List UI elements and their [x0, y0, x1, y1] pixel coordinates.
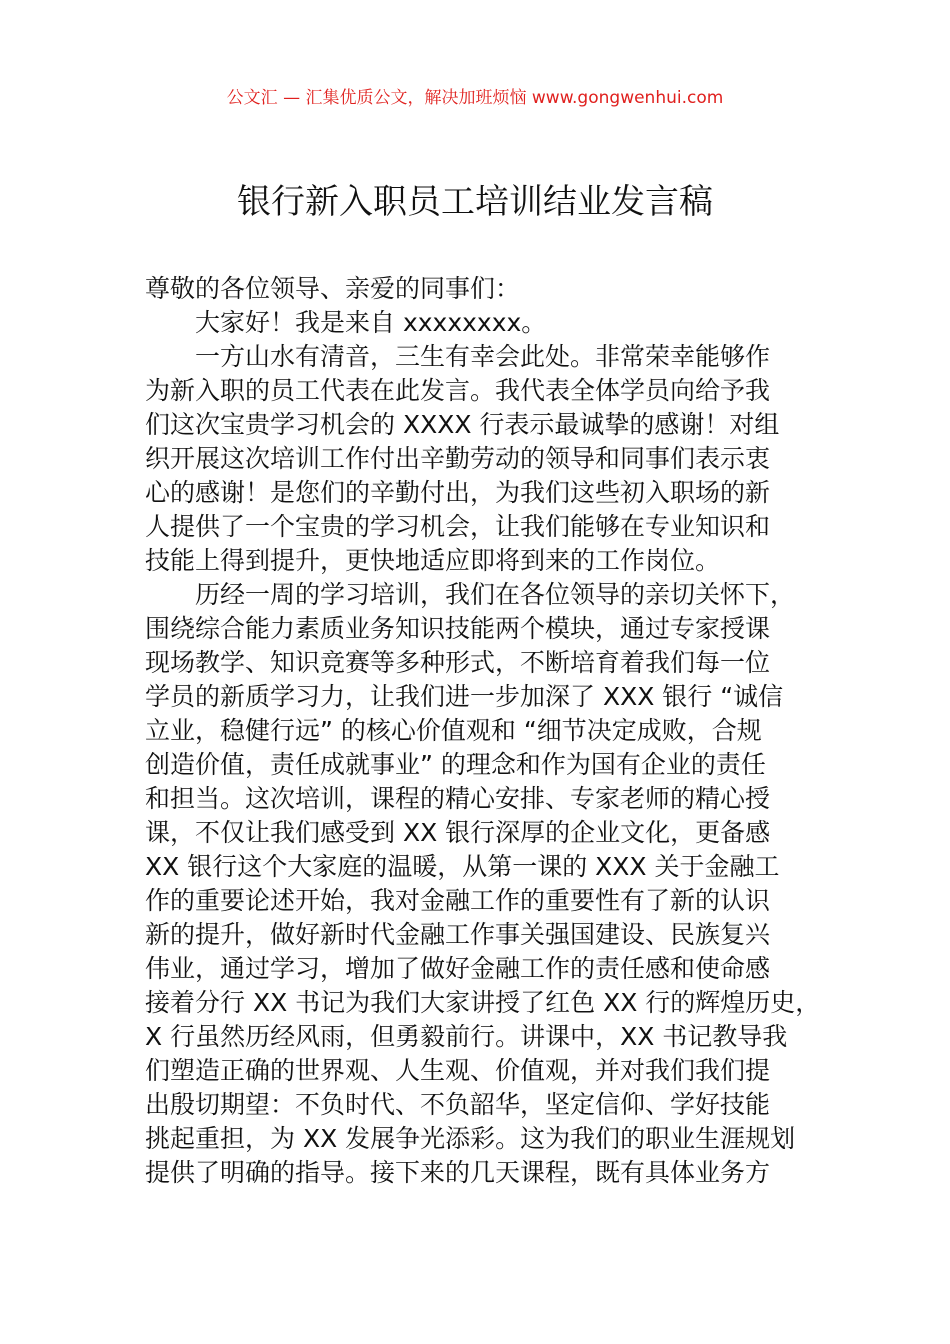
body-line: 伟业，通过学习，增加了做好金融工作的责任感和使命感	[145, 954, 771, 983]
body-line: 大家好！我是来自 xxxxxxxx。	[195, 308, 547, 337]
body-line: 们塑造正确的世界观、人生观、价值观，并对我们我们提	[145, 1056, 771, 1085]
body-line: 围绕综合能力素质业务知识技能两个模块，通过专家授课	[145, 614, 771, 643]
body-line: 心的感谢！是您们的辛勤付出，为我们这些初入职场的新	[145, 478, 771, 507]
body-line: 课，不仅让我们感受到 XX 银行深厚的企业文化，更备感	[145, 818, 771, 847]
body-line: X 行虽然历经风雨，但勇毅前行。讲课中，XX 书记教导我	[145, 1022, 788, 1051]
header-banner[interactable]: 公文汇 — 汇集优质公文，解决加班烦恼 www.gongwenhui.com	[226, 88, 724, 108]
body-line: 人提供了一个宝贵的学习机会，让我们能够在专业知识和	[145, 512, 771, 541]
body-line: 提供了明确的指导。接下来的几天课程，既有具体业务方	[145, 1158, 771, 1187]
body-line: 为新入职的员工代表在此发言。我代表全体学员向给予我	[145, 376, 771, 405]
document-body	[145, 272, 835, 1190]
salutation-line: 尊敬的各位领导、亲爱的同事们：	[145, 274, 521, 303]
document-title: 银行新入职员工培训结业发言稿	[237, 182, 713, 222]
body-line: 历经一周的学习培训，我们在各位领导的亲切关怀下，	[195, 580, 796, 609]
body-line: 和担当。这次培训，课程的精心安排、专家老师的精心授	[145, 784, 771, 813]
body-line: 出殷切期望：不负时代、不负韶华，坚定信仰、学好技能	[145, 1090, 771, 1119]
body-line: 创造价值，责任成就事业” 的理念和作为国有企业的责任	[145, 750, 766, 779]
body-line: 作的重要论述开始，我对金融工作的重要性有了新的认识	[145, 886, 771, 915]
body-line: 新的提升，做好新时代金融工作事关强国建设、民族复兴	[145, 920, 771, 949]
body-line: XX 银行这个大家庭的温暖，从第一课的 XXX 关于金融工	[145, 852, 780, 881]
body-line: 立业，稳健行远” 的核心价值观和 “细节决定成败，合规	[145, 716, 762, 745]
body-line: 织开展这次培训工作付出辛勤劳动的领导和同事们表示衷	[145, 444, 771, 473]
body-line: 挑起重担，为 XX 发展争光添彩。这为我们的职业生涯规划	[145, 1124, 796, 1153]
body-line: 接着分行 XX 书记为我们大家讲授了红色 XX 行的辉煌历史，	[145, 988, 821, 1017]
body-line: 们这次宝贵学习机会的 XXXX 行表示最诚挚的感谢！对组	[145, 410, 780, 439]
body-line: 一方山水有清音，三生有幸会此处。非常荣幸能够作	[195, 342, 771, 371]
body-line: 技能上得到提升，更快地适应即将到来的工作岗位。	[145, 546, 721, 575]
body-line: 现场教学、知识竞赛等多种形式，不断培育着我们每一位	[145, 648, 771, 677]
body-line: 学员的新质学习力，让我们进一步加深了 XXX 银行 “诚信	[145, 682, 784, 711]
